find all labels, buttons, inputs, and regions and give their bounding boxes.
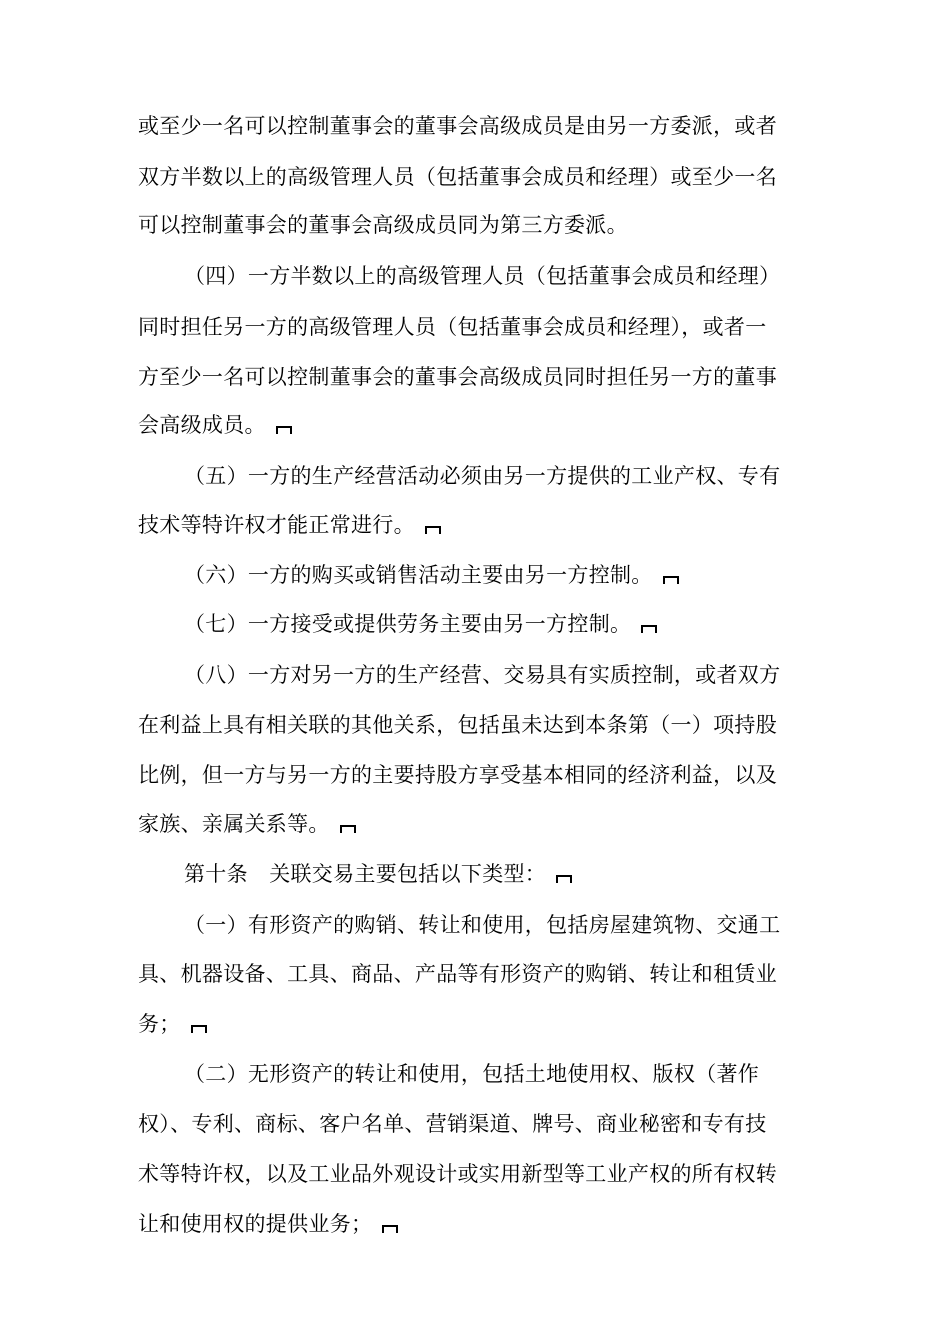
text-line [184, 461, 780, 491]
text-line [138, 162, 777, 192]
line-text: 比例，但一方与另一方的主要持股方享受基本相同的经济利益，以及 [138, 763, 777, 787]
text-line [184, 859, 572, 889]
line-text: 技术等特许权才能正常进行。 [138, 513, 415, 537]
line-text: 务； [138, 1012, 181, 1036]
text-line [184, 910, 780, 940]
text-line [138, 1009, 207, 1039]
text-line [138, 510, 441, 540]
line-text: 具、机器设备、工具、商品、产品等有形资产的购销、转让和租赁业 [138, 962, 777, 986]
paragraph-mark-icon [276, 426, 292, 434]
text-line [138, 1109, 767, 1139]
line-text: （六）一方的购买或销售活动主要由另一方控制。 [184, 563, 653, 587]
text-line [138, 959, 777, 989]
line-text: 会高级成员。 [138, 413, 266, 437]
line-text: 或至少一名可以控制董事会的董事会高级成员是由另一方委派，或者 [138, 114, 777, 138]
line-text: 方至少一名可以控制董事会的董事会高级成员同时担任另一方的董事 [138, 365, 777, 389]
text-line [184, 560, 679, 590]
line-text: 第十条 关联交易主要包括以下类型： [184, 862, 547, 886]
text-line [184, 1059, 759, 1089]
text-line [138, 710, 777, 740]
text-line [138, 362, 777, 392]
paragraph-mark-icon [663, 576, 679, 584]
text-line [184, 660, 780, 690]
text-line [138, 760, 777, 790]
line-text: 双方半数以上的高级管理人员（包括董事会成员和经理）或至少一名 [138, 165, 777, 189]
line-text: （四）一方半数以上的高级管理人员（包括董事会成员和经理） [184, 264, 781, 288]
line-text: （二）无形资产的转让和使用，包括土地使用权、版权（著作 [184, 1062, 760, 1086]
line-text: 家族、亲属关系等。 [138, 812, 330, 836]
paragraph-mark-icon [382, 1225, 398, 1233]
text-line [138, 410, 292, 440]
line-text: 可以控制董事会的董事会高级成员同为第三方委派。 [138, 213, 628, 237]
line-text: 同时担任另一方的高级管理人员（包括董事会成员和经理），或者一 [138, 315, 767, 339]
line-text: （一）有形资产的购销、转让和使用，包括房屋建筑物、交通工 [184, 913, 781, 937]
paragraph-mark-icon [425, 526, 441, 534]
text-line [138, 312, 767, 342]
text-line [184, 261, 780, 291]
text-line [138, 1159, 777, 1189]
text-line [138, 1209, 398, 1239]
text-line [138, 210, 628, 240]
text-line [184, 609, 657, 639]
text-line [138, 809, 356, 839]
line-text: 在利益上具有相关联的其他关系，包括虽未达到本条第（一）项持股 [138, 713, 777, 737]
line-text: （八）一方对另一方的生产经营、交易具有实质控制，或者双方 [184, 663, 781, 687]
paragraph-mark-icon [641, 625, 657, 633]
text-line [138, 111, 777, 141]
line-text: （五）一方的生产经营活动必须由另一方提供的工业产权、专有 [184, 464, 781, 488]
paragraph-mark-icon [556, 875, 572, 883]
line-text: 术等特许权，以及工业品外观设计或实用新型等工业产权的所有权转 [138, 1162, 777, 1186]
paragraph-mark-icon [340, 825, 356, 833]
line-text: （七）一方接受或提供劳务主要由另一方控制。 [184, 612, 632, 636]
line-text: 权）、专利、商标、客户名单、营销渠道、牌号、商业秘密和专有技 [138, 1112, 767, 1136]
paragraph-mark-icon [191, 1025, 207, 1033]
line-text: 让和使用权的提供业务； [138, 1212, 373, 1236]
